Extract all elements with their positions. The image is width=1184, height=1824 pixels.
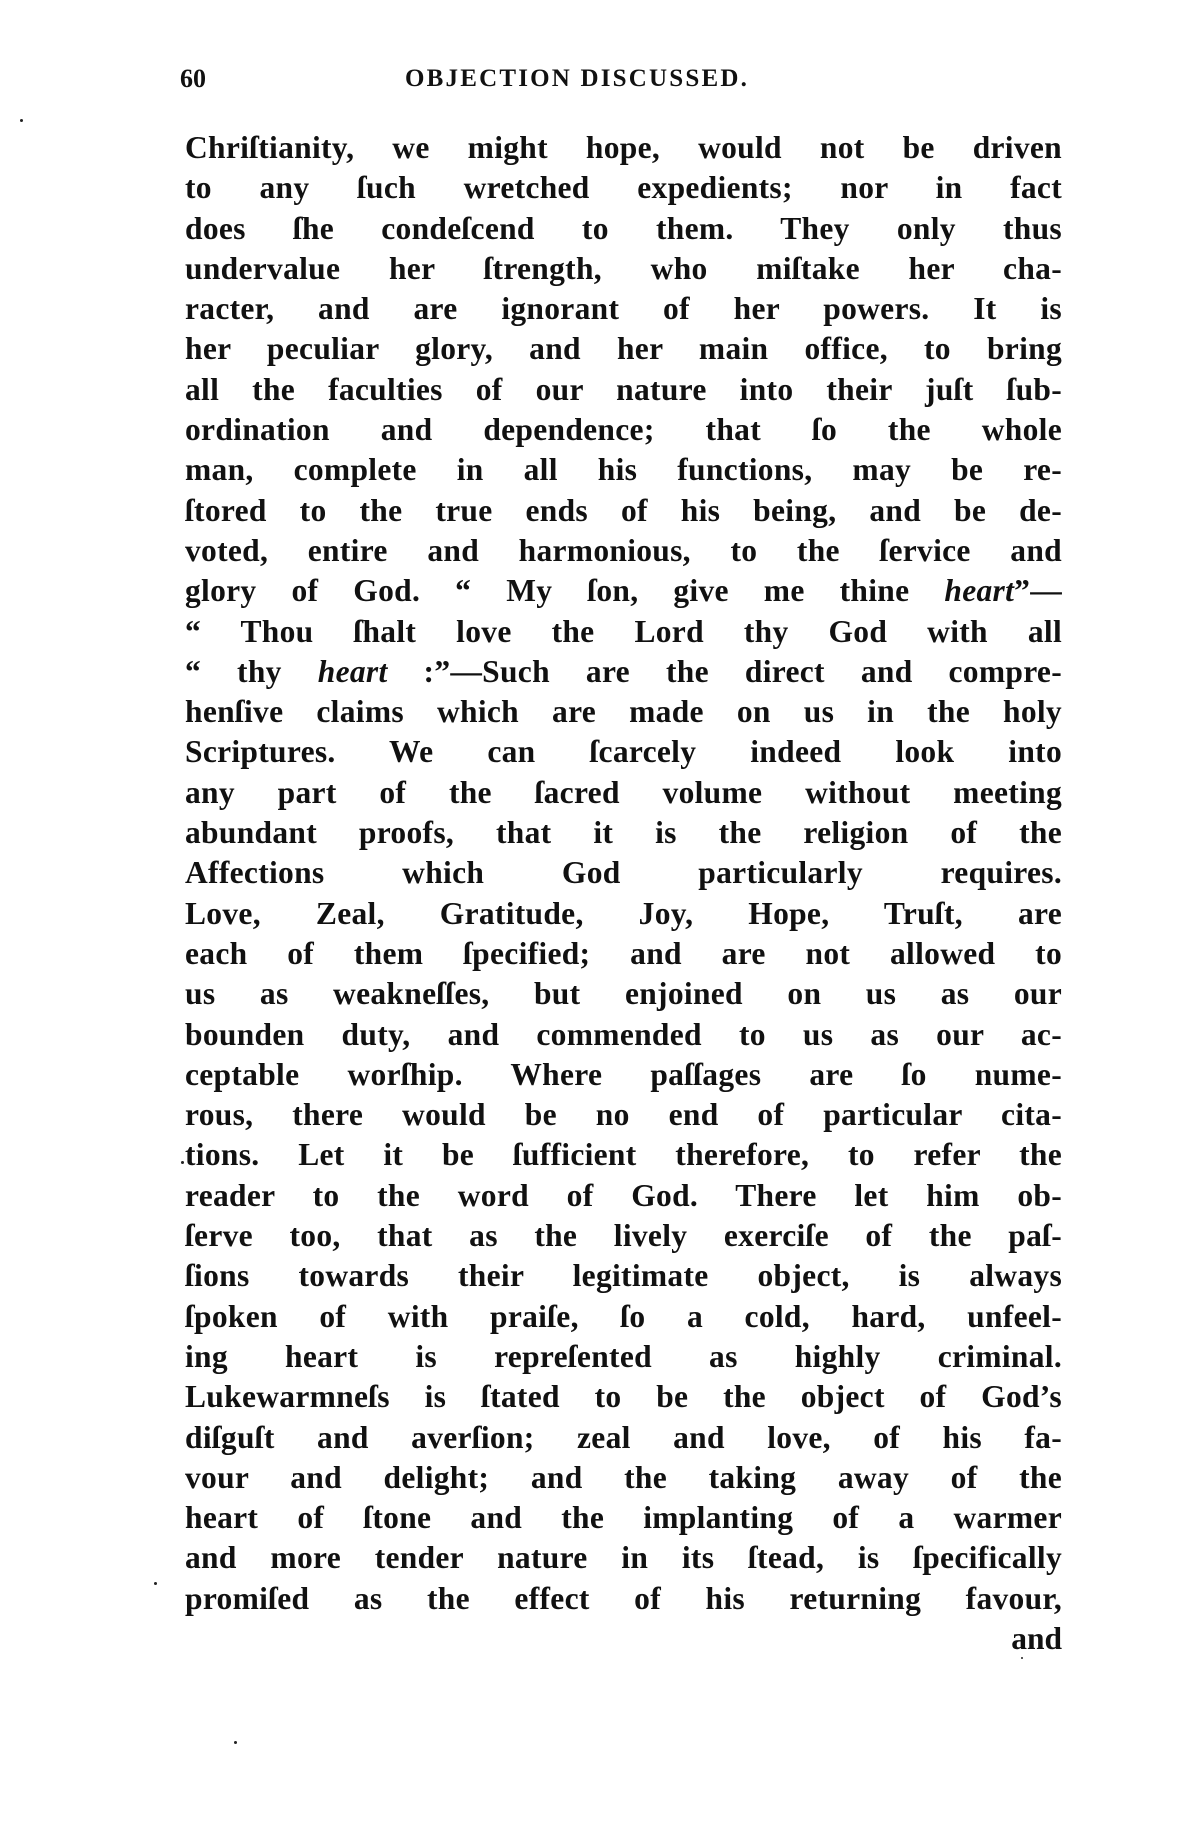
text-line: ſtored to the true ends of his being, and be de- bbox=[185, 492, 1062, 528]
scan-speck bbox=[1021, 1657, 1023, 1659]
text-line: all the faculties of our nature into their juſt ſub- bbox=[185, 371, 1062, 407]
text-line: tions. Let it be ſufficient therefore, to refer the bbox=[185, 1137, 1062, 1173]
text-line: Scriptures. We can ſcarcely indeed look into bbox=[185, 734, 1062, 770]
text-line: vour and delight; and the taking away of the bbox=[185, 1459, 1062, 1495]
text-line: Love, Zeal, Gratitude, Joy, Hope, Truſt, are bbox=[185, 895, 1062, 931]
text-line: bounden duty, and commended to us as our ac- bbox=[185, 1016, 1062, 1052]
text-line: henſive claims which are made on us in the holy bbox=[185, 694, 1062, 730]
catchword: and bbox=[1011, 1620, 1062, 1656]
text-line: ſerve too, that as the lively exerciſe of the paſ- bbox=[185, 1218, 1062, 1254]
text-line: “ Thou ſhalt love the Lord thy God with all bbox=[185, 613, 1062, 649]
text-line: heart of ſtone and the implanting of a warmer bbox=[185, 1500, 1062, 1536]
text-line: to any ſuch wretched expedients; nor in fact bbox=[185, 170, 1062, 206]
text-line: promiſed as the effect of his returning favour, bbox=[185, 1580, 1062, 1616]
text-line: diſguſt and averſion; zeal and love, of his fa- bbox=[185, 1419, 1062, 1455]
quote-text: “ thy bbox=[185, 653, 282, 689]
text-line: abundant proofs, that it is the religion of the bbox=[185, 815, 1062, 851]
text-line: does ſhe condeſcend to them. They only thus bbox=[185, 210, 1062, 246]
quote-close: :”—Such are the direct and compre- bbox=[423, 653, 1062, 689]
text-line: ordination and dependence; that ſo the whole bbox=[185, 412, 1062, 448]
quote-close: ”— bbox=[1014, 573, 1062, 609]
text-line: her peculiar glory, and her main office, to bring bbox=[185, 331, 1062, 367]
text-line: racter, and are ignorant of her powers. It is bbox=[185, 291, 1062, 327]
text-line: reader to the word of God. There let him ob- bbox=[185, 1177, 1062, 1213]
text-line: rous, there would be no end of particular cita- bbox=[185, 1097, 1062, 1133]
scan-speck bbox=[181, 1161, 184, 1164]
text-line: ceptable worſhip. Where paſſages are ſo nume- bbox=[185, 1056, 1062, 1092]
scan-speck bbox=[234, 1741, 237, 1744]
text-line-quote bbox=[185, 652, 1062, 692]
scan-speck bbox=[20, 119, 23, 122]
text-line: voted, entire and harmonious, to the ſervice and bbox=[185, 532, 1062, 568]
quote-text: glory of God. “ My ſon, give me thine bbox=[185, 573, 910, 609]
running-title: OBJECTION DISCUSSED. bbox=[405, 65, 750, 92]
text-line: any part of the ſacred volume without meeting bbox=[185, 774, 1062, 810]
text-line: Affections which God particularly requires. bbox=[185, 855, 1062, 891]
page-number: 60 bbox=[180, 64, 206, 93]
scan-speck bbox=[154, 1582, 157, 1585]
text-line: ſions towards their legitimate object, is always bbox=[185, 1258, 1062, 1294]
text-line: ſpoken of with praiſe, ſo a cold, hard, unfeel- bbox=[185, 1298, 1062, 1334]
italic-word: heart bbox=[944, 573, 1015, 609]
italic-word: heart bbox=[317, 653, 388, 689]
running-head bbox=[180, 62, 1062, 96]
text-line: us as weakneſſes, but enjoined on us as our bbox=[185, 976, 1062, 1012]
text-line: undervalue her ſtrength, who miſtake her cha- bbox=[185, 250, 1062, 286]
text-line: man, complete in all his functions, may be re- bbox=[185, 452, 1062, 488]
text-line: Chriſtianity, we might hope, would not be driven bbox=[185, 130, 1062, 165]
text-line: each of them ſpecified; and are not allowed to bbox=[185, 935, 1062, 971]
text-line-quote bbox=[185, 571, 1062, 611]
body-text bbox=[185, 128, 1062, 1659]
text-line: ing heart is repreſented as highly criminal. bbox=[185, 1338, 1062, 1374]
text-line: Lukewarmneſs is ſtated to be the object of God’s bbox=[185, 1379, 1062, 1415]
text-line: and more tender nature in its ſtead, is ſpecifically bbox=[185, 1540, 1062, 1576]
